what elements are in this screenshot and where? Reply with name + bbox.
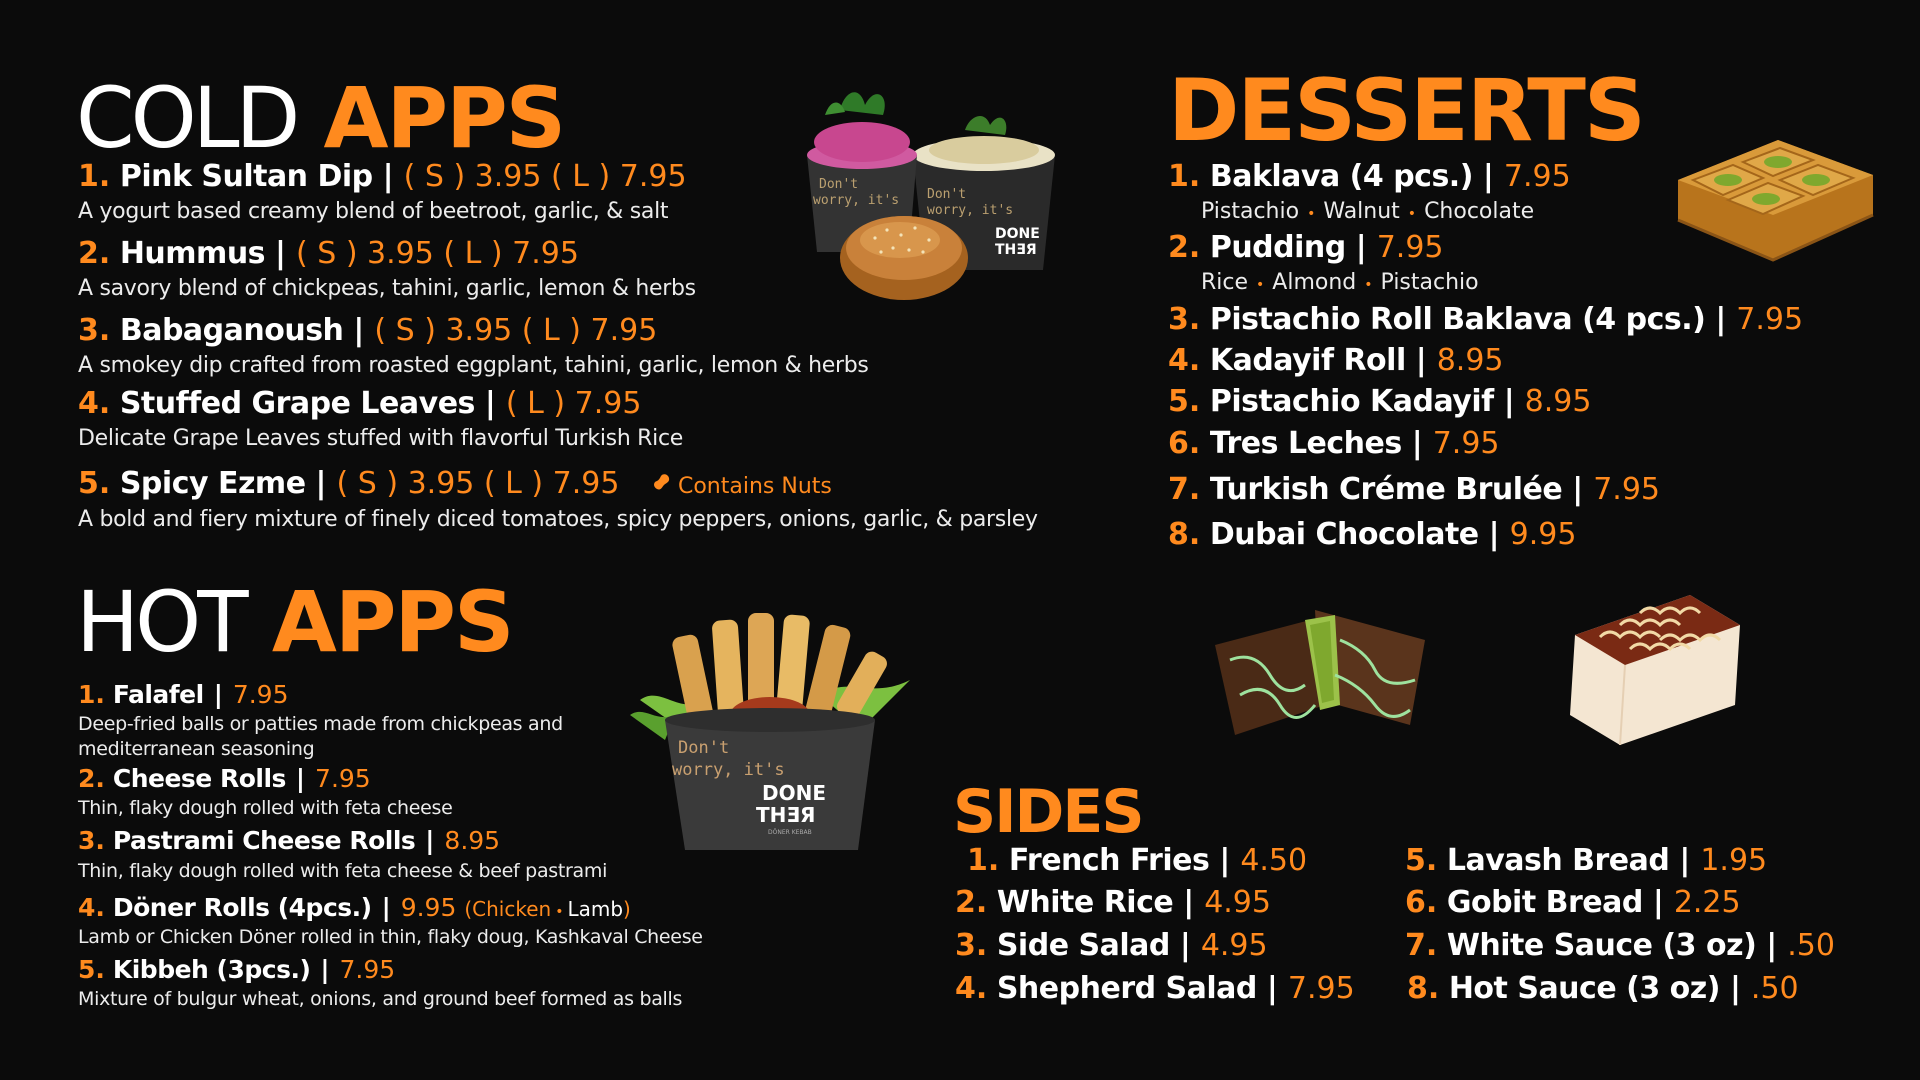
hot-title-white: HOT [76,573,245,671]
item-description: Delicate Grape Leaves stuffed with flavorful Turkish Rice [78,426,684,451]
item-price: .50 [1750,971,1799,1006]
side-item-row [955,928,1268,963]
dessert-item-row [1168,230,1444,265]
item-number: 5. [1168,384,1201,419]
item-name: Babaganoush [119,313,344,348]
item-number: 5. [78,466,111,501]
svg-text:Don't: Don't [927,187,967,202]
item-price: 4.50 [1240,843,1308,878]
separator: | [1266,971,1278,1006]
item-description: Lamb or Chicken Döner rolled in thin, flaky doug, Kashkaval Cheese [78,926,703,948]
item-price: .50 [1787,928,1835,963]
cold-title-white: COLD [76,69,297,167]
item-name: Dubai Chocolate [1209,517,1479,552]
item-number: 1. [78,680,105,709]
item-name: Tres Leches [1209,426,1402,461]
item-name: Pastrami Cheese Rolls [112,826,416,855]
item-price: 8.95 [1524,384,1592,419]
separator: | [1766,928,1778,963]
item-price: 8.95 [1436,343,1504,378]
item-name: White Rice [996,885,1174,920]
separator: | [1183,885,1195,920]
separator: | [1679,843,1691,878]
svg-text:worry, it's: worry, it's [672,760,785,780]
item-description: A savory blend of chickpeas, tahini, garlic, lemon & herbs [78,276,696,301]
separator: | [320,955,330,984]
item-number: 1. [967,843,1000,878]
item-price: 1.95 [1700,843,1768,878]
item-name: Kibbeh (3pcs.) [112,955,311,984]
item-price: 7.95 [1503,159,1571,194]
item-number: 1. [78,159,111,194]
item-name: Spicy Ezme [119,466,306,501]
item-number: 6. [1168,426,1201,461]
separator: | [1503,384,1515,419]
separator: | [1572,472,1584,507]
item-number: 4. [955,971,988,1006]
item-description: Deep-fried balls or patties made from chickpeas and [78,713,563,735]
item-name: Pistachio Kadayif [1209,384,1494,419]
separator: | [1488,517,1500,552]
item-description: Thin, flaky dough rolled with feta cheese [78,797,453,819]
dessert-item-row [1168,159,1571,194]
item-price: 7.95 [1593,472,1661,507]
hot-item-name-row [78,682,289,707]
side-item-row [1405,885,1741,920]
item-price: 4.95 [1204,885,1271,920]
side-item-row [1407,971,1799,1006]
separator: | [381,893,391,922]
item-price: 4.95 [1200,928,1268,963]
item-number: 2. [78,764,105,793]
baklava-options: Pistachio • Walnut • Chocolate [1201,199,1535,224]
svg-text:Don't: Don't [819,177,859,192]
item-price: ( L ) 7.95 [505,386,642,421]
item-name: Döner Rolls (4pcs.) [112,893,372,922]
separator: | [275,236,286,271]
item-price: 7.95 [1432,426,1500,461]
separator: | [353,313,365,348]
side-item-row [955,885,1271,920]
hot-item-name-row [78,766,371,791]
hot-title-orange: APPS [271,573,513,671]
separator: | [315,466,327,501]
side-item-row [1405,928,1835,963]
separator: | [295,764,306,793]
cold-item-name-row [78,159,687,194]
cold-item-name-row [78,466,832,501]
dessert-item-row [1168,472,1661,507]
side-item-row [967,843,1308,878]
item-number: 7. [1405,928,1438,963]
item-price: 7.95 [339,955,396,984]
item-number: 4. [1168,343,1201,378]
cold-item-name-row [78,386,642,421]
cheese-rolls-cup-image [620,605,920,855]
item-price: ( S ) 3.95 ( L ) 7.95 [403,159,687,194]
sides-title: SIDES [953,777,1143,847]
item-price: ( S ) 3.95 ( L ) 7.95 [336,466,620,501]
doner-rolls-options: (Chicken • Lamb) [464,897,631,921]
separator: | [213,680,223,709]
item-name: Falafel [112,680,204,709]
svg-text:worry, it's: worry, it's [813,193,900,208]
separator: | [1715,302,1727,337]
hot-item-name-row [78,957,395,982]
item-number: 3. [955,928,988,963]
item-price: 2.25 [1673,885,1741,920]
item-description: Thin, flaky dough rolled with feta cheese & beef pastrami [78,860,608,882]
item-price: 7.95 [1287,971,1355,1006]
separator: | [1179,928,1191,963]
item-number: 5. [1405,843,1438,878]
item-number: 7. [1168,472,1201,507]
item-name: Hot Sauce (3 oz) [1448,971,1720,1006]
item-name: Cheese Rolls [112,764,286,793]
separator: | [1355,230,1367,265]
separator: | [1482,159,1494,194]
item-number: 8. [1407,971,1440,1006]
separator: | [1219,843,1231,878]
item-name: Pudding [1209,230,1346,265]
svg-text:Don't: Don't [678,738,730,758]
item-name: Lavash Bread [1446,843,1670,878]
pudding-options: Rice • Almond • Pistachio [1201,270,1479,295]
cold-item-name-row [78,313,658,348]
item-number: 6. [1405,885,1438,920]
item-name: White Sauce (3 oz) [1446,928,1757,963]
hot-item-name-row [78,895,631,920]
item-price: 7.95 [232,680,289,709]
item-name: Pink Sultan Dip [119,159,373,194]
item-number: 2. [78,236,111,271]
item-number: 4. [78,386,111,421]
desserts-title: DESSERTS [1168,61,1644,161]
peanut-icon [651,473,671,493]
dessert-item-row [1168,384,1592,419]
dessert-item-row [1168,426,1500,461]
item-price: 9.95 [400,893,457,922]
baklava-image [1668,120,1883,270]
item-number: 1. [1168,159,1201,194]
svg-text:THƎЯ: THƎЯ [995,242,1037,258]
item-number: 8. [1168,517,1201,552]
item-name: Kadayif Roll [1209,343,1406,378]
separator: | [1411,426,1423,461]
item-name: Side Salad [996,928,1170,963]
item-price: ( S ) 3.95 ( L ) 7.95 [296,236,579,271]
item-number: 3. [1168,302,1201,337]
item-name: Shepherd Salad [996,971,1257,1006]
item-price: 7.95 [1736,302,1804,337]
item-number: 4. [78,893,105,922]
dubai-chocolate-image [1210,585,1440,745]
svg-text:THƎЯ: THƎЯ [756,803,816,827]
item-name: Pistachio Roll Baklava (4 pcs.) [1209,302,1706,337]
item-description: A smokey dip crafted from roasted eggplant, tahini, garlic, lemon & herbs [78,353,869,378]
item-description-line2: mediterranean seasoning [78,738,315,760]
hot-apps-title [76,573,513,671]
separator: | [1652,885,1664,920]
item-price: 7.95 [1376,230,1444,265]
item-name: Hummus [119,236,266,271]
item-description: A bold and fiery mixture of finely diced tomatoes, spicy peppers, onions, garlic, & parsley [78,507,1038,532]
item-name: French Fries [1008,843,1210,878]
separator: | [382,159,394,194]
cold-apps-title [76,69,565,167]
item-number: 2. [955,885,988,920]
svg-text:DONE: DONE [995,226,1040,242]
item-number: 5. [78,955,105,984]
separator: | [1729,971,1741,1006]
dessert-item-row [1168,302,1804,337]
item-name: Stuffed Grape Leaves [119,386,475,421]
item-price: 7.95 [315,764,371,793]
contains-nuts-note: Contains Nuts [651,474,832,499]
side-item-row [955,971,1355,1006]
side-item-row [1405,843,1768,878]
hot-item-name-row [78,828,500,853]
tres-leches-image [1560,585,1750,755]
item-description: Mixture of bulgur wheat, onions, and ground beef formed as balls [78,988,683,1010]
cold-item-name-row [78,236,579,271]
dessert-item-row [1168,343,1504,378]
item-number: 3. [78,826,105,855]
dip-cups-with-bread-image [805,80,1065,300]
item-number: 3. [78,313,111,348]
separator: | [484,386,496,421]
svg-text:DÖNER KEBAB: DÖNER KEBAB [768,829,812,836]
item-price: 9.95 [1509,517,1577,552]
item-price: 8.95 [444,826,501,855]
cold-title-orange: APPS [323,69,565,167]
separator: | [1415,343,1427,378]
item-name: Gobit Bread [1446,885,1643,920]
item-description: A yogurt based creamy blend of beetroot, garlic, & salt [78,199,669,224]
item-price: ( S ) 3.95 ( L ) 7.95 [374,313,658,348]
item-name: Baklava (4 pcs.) [1209,159,1473,194]
item-number: 2. [1168,230,1201,265]
separator: | [425,826,435,855]
dessert-item-row [1168,517,1577,552]
item-name: Turkish Créme Brulée [1209,472,1563,507]
svg-text:worry, it's: worry, it's [927,203,1014,218]
svg-text:DONE: DONE [762,781,827,805]
